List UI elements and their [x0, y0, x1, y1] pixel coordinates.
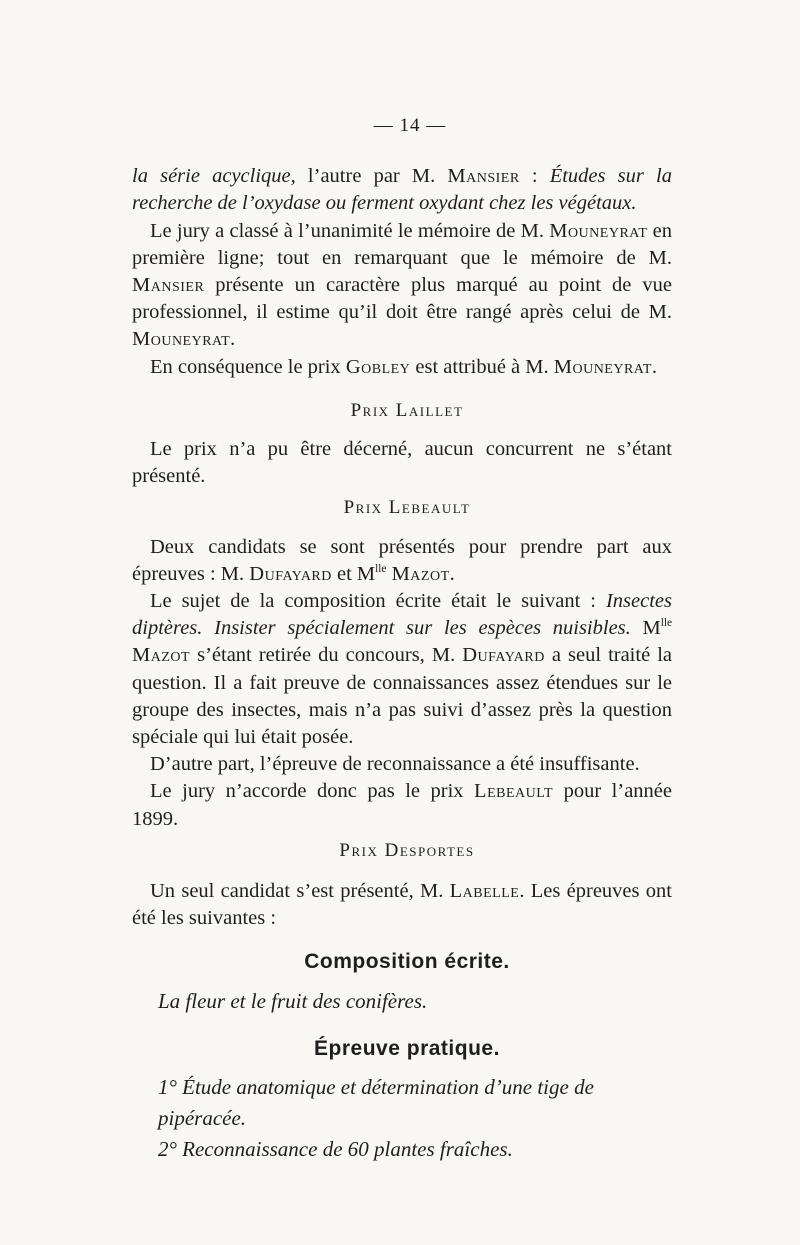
lebeault-paragraph-4 [132, 778, 672, 832]
pratique-item-2: 2° Reconnaissance de 60 plantes fraîches. [158, 1136, 513, 1161]
lebeault-1-sup: lle [375, 563, 387, 576]
desportes-intro-part-2: Labelle [449, 880, 520, 903]
jury-part-5: présente un caractère plus marqué au point de vue professionnel, il estime qu’il doit être rangé après celui de M. [132, 274, 672, 324]
lebeault-paragraph-1 [132, 534, 672, 588]
gobley-part-4: Mouneyrat [553, 355, 652, 378]
lebeault-2-part-5: Mazot [132, 644, 191, 667]
lebeault-4-part-1: Le jury n’accorde donc pas le prix [150, 780, 475, 803]
prix-laillet-heading: Prix Laillet [350, 399, 464, 421]
gobley-part-1: En conséquence le prix [150, 355, 346, 378]
lebeault-paragraph-3: D’autre part, l’épreuve de reconnaissance a été insuffisante. [150, 753, 640, 776]
jury-part-6: Mouneyrat [132, 328, 231, 351]
gobley-part-3: est attribué à M. [410, 355, 554, 378]
continuation-part-3: Mansier [447, 165, 520, 188]
lebeault-1-part-5: Mazot [391, 562, 450, 585]
lebeault-2-part-3: M [630, 617, 661, 640]
lebeault-paragraph-2 [132, 588, 672, 751]
epreuve-pratique-title: Épreuve pratique. [314, 1036, 500, 1060]
lebeault-4-part-2: Lebeault [474, 780, 554, 803]
lebeault-1-part-6: . [449, 562, 455, 585]
continuation-paragraph [132, 163, 672, 217]
composition-ecrite-title: Composition écrite. [304, 950, 510, 974]
laillet-paragraph: Le prix n’a pu être décerné, aucun concurrent ne s’étant présenté. [132, 438, 672, 488]
jury-part-2: Mouneyrat [549, 219, 648, 242]
jury-part-1: Le jury a classé à l’unanimité le mémoire de M. [150, 219, 550, 242]
continuation-part-1: la série acyclique, [132, 165, 296, 188]
lebeault-2-part-8: a seul traité la question. Il a fait preuve de connaissances assez étendues sur le groupe des insectes, mais n’a pas suivi d’assez près la question spéciale qui lui était posée. [132, 644, 673, 749]
desportes-intro-part-1: Un seul candidat s’est présenté, M. [150, 880, 450, 903]
lebeault-2-sup: lle [660, 617, 672, 630]
pratique-item-1: 1° Étude anatomique et détermination d’une tige de pipéracée. [158, 1074, 594, 1130]
lebeault-2-part-1: Le sujet de la composition écrite était le suivant : [150, 590, 606, 613]
prix-desportes-heading: Prix Desportes [339, 839, 475, 861]
lebeault-4-part-3: pour l’année 1899. [132, 780, 672, 830]
lebeault-1-part-1: Deux candidats se sont présentés pour prendre part aux épreuves : M. [132, 535, 672, 585]
desportes-intro-paragraph [132, 878, 672, 932]
gobley-paragraph [132, 354, 672, 381]
lebeault-1-part-3: et M [331, 562, 376, 585]
desportes-intro-part-3: . Les épreuves ont été les suivantes : [132, 880, 672, 930]
composition-subject: La fleur et le fruit des conifères. [158, 988, 428, 1013]
lebeault-2-part-2: Insectes diptères. Insister spécialement sur les espèces nuisibles. [132, 590, 672, 640]
page-body [132, 112, 672, 1165]
lebeault-2-part-6: s’étant retirée du concours, M. [190, 644, 463, 667]
continuation-part-4: : [519, 165, 550, 188]
continuation-part-5: Études sur la recherche de l’oxydase ou ferment oxydant chez les végétaux. [132, 165, 672, 215]
page-number: — 14 — [373, 115, 447, 136]
prix-lebeault-heading: Prix Lebeault [343, 497, 471, 519]
jury-part-4: Mansier [132, 274, 205, 297]
lebeault-2-part-7: Dufayard [462, 644, 545, 667]
jury-part-3: en première ligne; tout en remarquant que le mémoire de M. [132, 219, 672, 269]
gobley-part-2: Gobley [345, 355, 411, 378]
jury-paragraph [132, 218, 672, 354]
lebeault-1-part-2: Dufayard [249, 562, 332, 585]
gobley-part-5: . [651, 355, 658, 378]
continuation-part-2: l’autre par M. [295, 165, 448, 188]
jury-part-7: . [230, 328, 236, 351]
